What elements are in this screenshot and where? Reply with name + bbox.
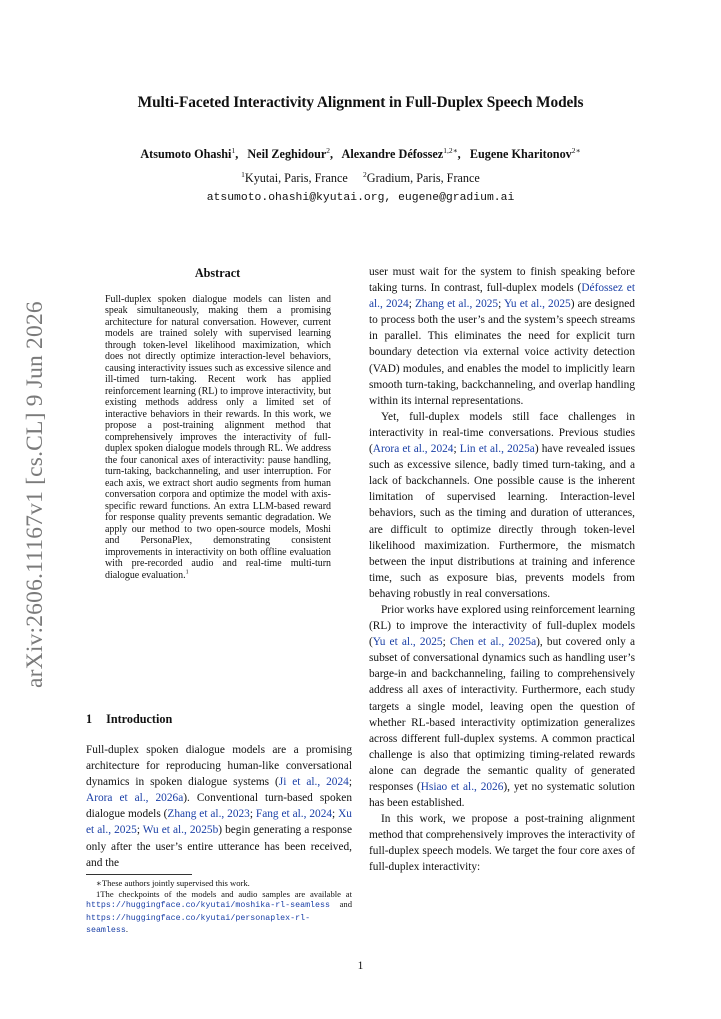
author: Neil Zeghidour$^2$ <box>247 146 331 162</box>
body-text: ). Conventional turn-based spoken dialogue models ( <box>86 792 352 821</box>
body-text: ) have revealed issues such as excessive silence, badly timed turn-taking, and a lack of backchannels. One possible cause is the inherent limitation of supervised learning. Interaction-level behaviors, such as the timing and duration of utterances, are difficult to optimize directly through token-level likelihood maximization. Furthermore, the mismatch between the input distributions at training and inference time, such as exposure bias, prevents models from behaving robustly in real conversations. <box>369 443 636 600</box>
author-list: Atsumoto Ohashi$^1$, Neil Zeghidour$^2$, Alexandre Défossez$^{1,2∗}$, Eugene Kharitonov$^{2∗}$ <box>140 146 581 162</box>
paragraph <box>369 264 635 409</box>
body-text: ), yet no systematic solution has been established. <box>369 781 635 810</box>
section-heading <box>86 712 172 727</box>
section-title: Introduction <box>106 712 173 726</box>
footnote-marker[interactable]: 1 <box>185 569 189 576</box>
paragraph <box>369 409 635 602</box>
body-text: ), but covered only a subset of conversational dynamics such as handling user’s barge-in and backchanneling, failing to comprehensively address all axes of interactivity. Furthermore, each study targets a single model, leaving open the question of whether RL-based interactivity optimization generalizes across different full-duplex systems. A common practical challenge is also that optimizing timing-related rewards alone can degrade the semantic quality of generated responses ( <box>369 636 635 793</box>
body-text: Full-duplex spoken dialogue models are a promising architecture for reproducing human-like conversational dynamics in spoken dialogue systems ( <box>86 744 352 789</box>
citation-link[interactable]: Ji et al., 2024 <box>278 776 349 789</box>
section-number: 1 <box>86 712 93 726</box>
citation-link[interactable]: Arora et al., 2026a <box>86 792 184 805</box>
citation-link[interactable]: Arora et al., 2024 <box>372 443 454 456</box>
citation-link[interactable]: Zhang et al., 2023 <box>167 808 250 821</box>
body-text: ) begin generating a response only after the user’s entire utterance has been received, and the <box>86 824 352 869</box>
body-text: ; <box>348 776 352 789</box>
footnotes <box>86 878 352 937</box>
body-text: In this work, we propose a post-training alignment method that comprehensively improves the interactivity of full-duplex speech models. We target the four core axes of full-duplex interactivity: <box>369 813 635 874</box>
page-number: 1 <box>357 960 364 972</box>
body-text: ; <box>136 824 143 837</box>
body-text: ; <box>408 298 415 311</box>
body-text: ; <box>249 808 256 821</box>
right-column-body <box>369 264 635 876</box>
body-text: user must wait for the system to finish speaking before taking turns. In contrast, full-duplex models ( <box>369 266 635 295</box>
checkpoint-link[interactable]: https://huggingface.co/kyutai/personaplex-rl-seamless <box>86 913 311 936</box>
citation-link[interactable]: Xu et al., 2025 <box>86 808 352 837</box>
citation-link[interactable]: Wu et al., 2025b <box>142 824 219 837</box>
citation-link[interactable]: Fang et al., 2024 <box>255 808 333 821</box>
author: Atsumoto Ohashi$^1$ <box>140 146 236 162</box>
paragraph <box>86 742 352 871</box>
citation-link[interactable]: Yu et al., 2025 <box>372 636 443 649</box>
citation-link[interactable]: Zhang et al., 2025 <box>414 298 499 311</box>
author: Alexandre Défossez$^{1,2∗}$ <box>341 146 458 162</box>
body-text: Prior works have explored using reinforcement learning (RL) to improve the interactivity of full-duplex models ( <box>369 603 635 649</box>
body-text: ; <box>332 808 339 821</box>
body-text: Yet, full-duplex models still face challenges in interactivity in real-time conversations. Previous studies ( <box>369 410 635 456</box>
citation-link[interactable]: Défossez et al., 2024 <box>369 282 635 311</box>
body-text: ) are designed to process both the user’s and the system’s speech streams in parallel. This eliminates the need for explicit turn boundary detection via external voice activity detection (VAD) modules, and enables the model to implicitly learn smooth turn-taking, backchanneling, and overlap handling within its internal representations. <box>369 298 635 407</box>
author: Eugene Kharitonov$^{2∗}$ <box>469 146 581 162</box>
paragraph <box>369 811 635 875</box>
affiliations <box>0 170 721 186</box>
citation-link[interactable]: Lin et al., 2025a <box>459 443 535 456</box>
affiliation: $^1$Kyutai, Paris, France <box>241 170 348 186</box>
body-text: ; <box>453 443 460 456</box>
abstract-heading: Abstract <box>194 266 241 280</box>
body-text: ; <box>498 298 504 311</box>
citation-link[interactable]: Yu et al., 2025 <box>503 298 571 311</box>
author-emails: atsumoto.ohashi@kyutai.org, eugene@gradium.ai <box>206 192 515 204</box>
left-column-body <box>86 742 352 871</box>
paragraph <box>369 602 635 811</box>
body-text: ; <box>442 636 450 649</box>
paper-title: Multi-Faceted Interactivity Alignment in Full-Duplex Speech Models <box>137 94 584 111</box>
arxiv-stamp: arXiv:2606.11167v1 [cs.CL] 9 Jun 2026 <box>22 301 48 688</box>
abstract-text: Full-duplex spoken dialogue models can listen and speak simultaneously, making them a promising architecture for natural conversation. However, current models are trained solely with supervised learning through token-level likelihood maximization, which does not directly optimize interaction-level behaviors, causing interactivity issues such as excessive silence and ill-timed turn-taking. Recent work has applied reinforcement learning (RL) to improve interactivity, but existing methods address only a limited set of interactive behaviors in their rewards. In this work, we propose a post-training alignment method that comprehensively improves the interactivity of full-duplex spoken dialogue models through RL. We address the four canonical axes of interactivity: pause handling, turn-taking, backchanneling, and user interruption. For each axis, we extract short audio segments from human conversation corpora and optimize the model with axis-specific reward functions. An extra LLM-based reward for response quality prevents semantic degradation. We apply our method to two open-source models, Moshi and PersonaPlex, demonstrating consistent improvements in interactivity on both offline evaluation with pre-recorded audio and real-time multi-turn dialogue evaluation.$^1$ <box>105 294 332 581</box>
footnote: 1The checkpoints of the models and audio samples are available at https://huggingface.co/kyutai/moshika-rl-seamless and https://huggingface.co/kyutai/personaplex-rl-seamless. <box>86 888 352 936</box>
checkpoint-link[interactable]: https://huggingface.co/kyutai/moshika-rl-seamless <box>86 901 330 911</box>
citation-link[interactable]: Chen et al., 2025a <box>449 636 537 649</box>
footnote-rule <box>86 874 192 875</box>
footnote: ∗These authors jointly supervised this work. <box>96 878 250 888</box>
affiliation: $^2$Gradium, Paris, France <box>363 170 480 186</box>
citation-link[interactable]: Hsiao et al., 2026 <box>420 781 504 793</box>
